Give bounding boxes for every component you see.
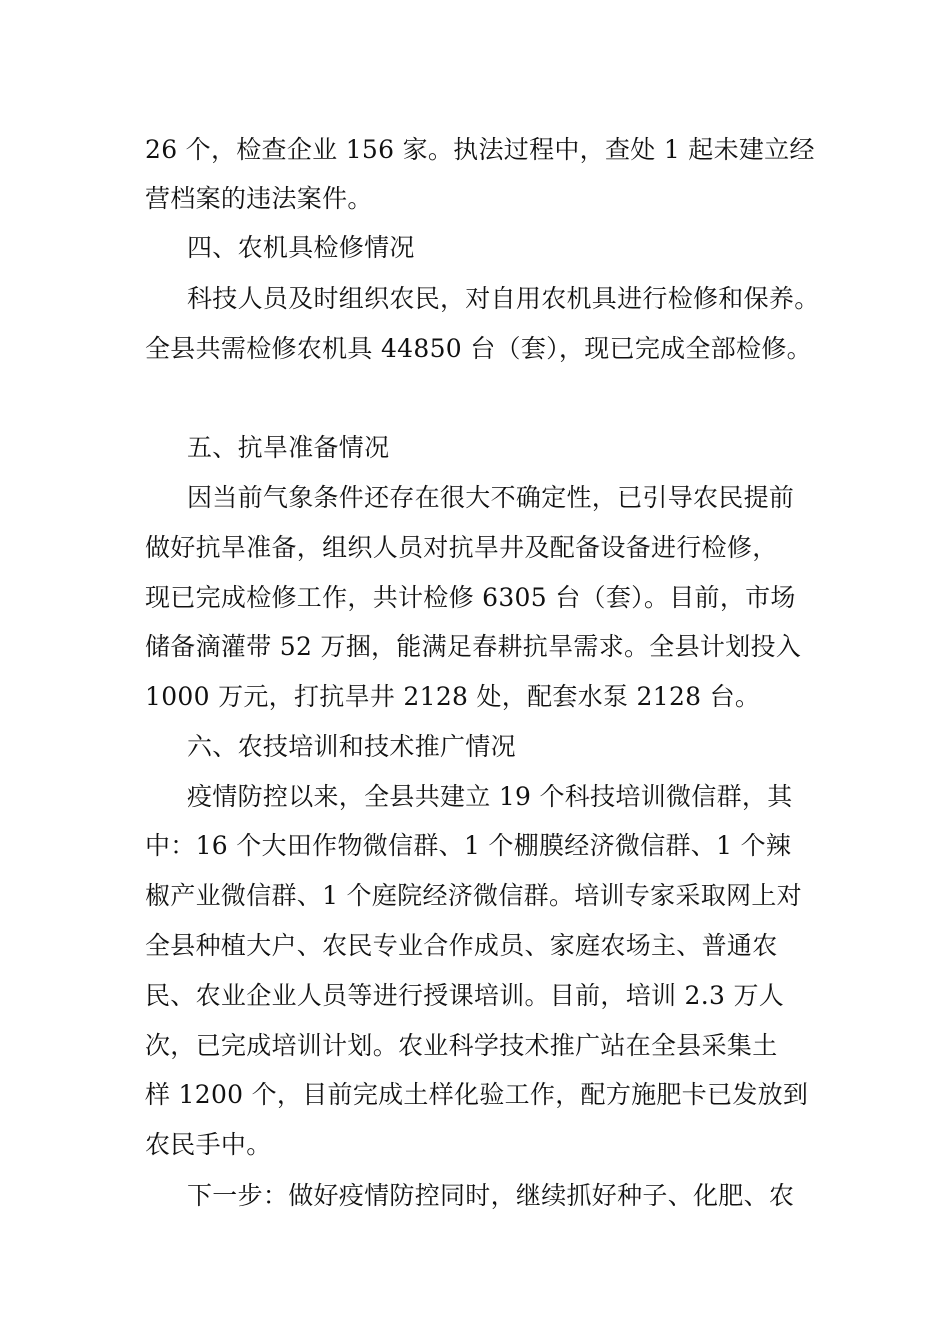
paragraph-line: 因当前气象条件还存在很大不确定性，已引导农民提前 [187,483,795,512]
paragraph-line: 次，已完成培训计划。农业科学技术推广站在全县采集土 [145,1031,778,1060]
paragraph-line: 科技人员及时组织农民，对自用农机具进行检修和保养。 [187,284,820,313]
paragraph-line: 营档案的违法案件。 [145,184,373,213]
section-heading-6: 六、农技培训和技术推广情况 [187,732,516,761]
paragraph-line: 现已完成检修工作，共计检修 6305 台（套）。目前，市场 [145,583,796,612]
paragraph-line: 储备滴灌带 52 万捆，能满足春耕抗旱需求。全县计划投入 [145,632,802,661]
paragraph-line: 民、农业企业人员等进行授课培训。目前，培训 2.3 万人 [145,981,785,1010]
section-heading-4: 四、农机具检修情况 [187,233,415,262]
paragraph-line: 1000 万元，打抗旱井 2128 处，配套水泵 2128 台。 [145,682,761,711]
paragraph-line: 椒产业微信群、1 个庭院经济微信群。培训专家采取网上对 [145,881,802,910]
paragraph-line: 农民手中。 [145,1130,272,1159]
paragraph-line: 26 个，检查企业 156 家。执法过程中，查处 1 起未建立经 [145,135,815,164]
paragraph-line: 样 1200 个，目前完成土样化验工作，配方施肥卡已发放到 [145,1080,809,1109]
paragraph-line: 下一步：做好疫情防控同时，继续抓好种子、化肥、农 [187,1181,795,1210]
paragraph-line: 疫情防控以来，全县共建立 19 个科技培训微信群，其 [187,782,793,811]
section-heading-5: 五、抗旱准备情况 [187,433,390,462]
paragraph-line: 中：16 个大田作物微信群、1 个棚膜经济微信群、1 个辣 [145,831,792,860]
paragraph-line: 全县共需检修农机具 44850 台（套），现已完成全部检修。 [145,334,812,363]
paragraph-line: 做好抗旱准备，组织人员对抗旱井及配备设备进行检修， [145,533,778,562]
paragraph-line: 全县种植大户、农民专业合作成员、家庭农场主、普通农 [145,931,778,960]
